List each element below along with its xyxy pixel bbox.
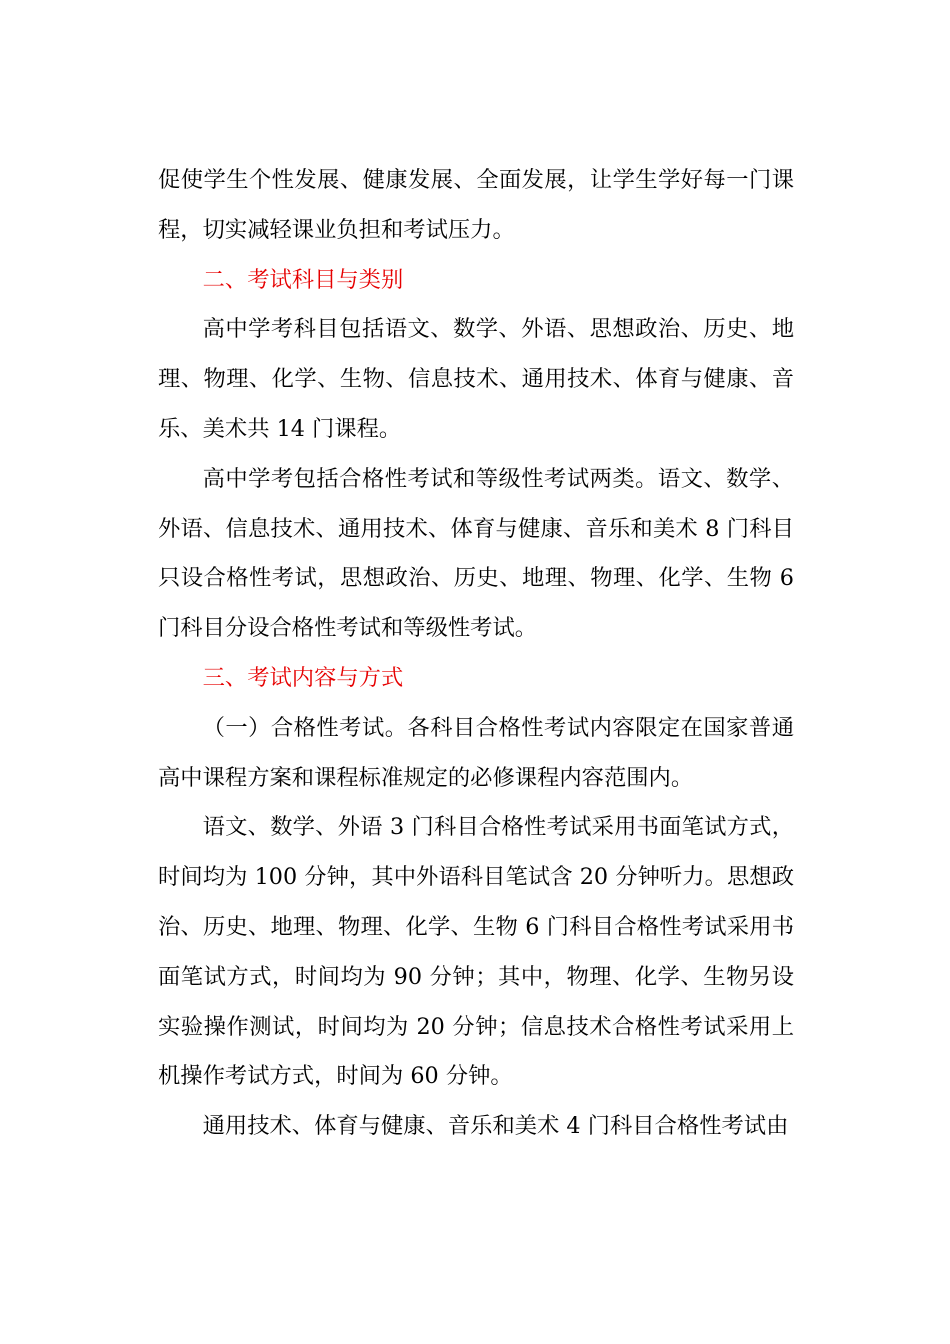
paragraph-intro: 促使学生个性发展、健康发展、全面发展，让学生学好每一门课程，切实减轻课业负担和考试压力。: [158, 167, 794, 243]
section-heading-2: 二、考试科目与类别: [202, 266, 404, 293]
paragraph-qualify-exam: （一）合格性考试。各科目合格性考试内容限定在国家普通高中课程方案和课程标准规定的必修课程内容范围内。: [158, 714, 794, 791]
paragraph-general-subjects: 通用技术、体育与健康、音乐和美术 4 门科目合格性考试由: [202, 1113, 789, 1140]
paragraph-categories: 高中学考包括合格性考试和等级性考试两类。语文、数学、外语、信息技术、通用技术、体育与健康、音乐和美术 8 门科目只设合格性考试，思想政治、历史、地理、物理、化学、生物 6 门科目分设合格性考试和等级性考试。: [158, 465, 794, 642]
section-heading-3: 三、考试内容与方式: [202, 664, 404, 691]
paragraph-written-exam: 语文、数学、外语 3 门科目合格性考试采用书面笔试方式，时间均为 100 分钟，其中外语科目笔试含 20 分钟听力。思想政治、历史、地理、物理、化学、生物 6 门科目合格性考试采用书面笔试方式，时间均为 90 分钟；其中，物理、化学、生物另设实验操作测试，时间均为 20 分钟；信息技术合格性考试采用上机操作考试方式，时间为 60 分钟。: [158, 814, 794, 1090]
document-page: [158, 156, 794, 1152]
paragraph-subjects: 高中学考科目包括语文、数学、外语、思想政治、历史、地理、物理、化学、生物、信息技术、通用技术、体育与健康、音乐、美术共 14 门课程。: [158, 316, 794, 442]
